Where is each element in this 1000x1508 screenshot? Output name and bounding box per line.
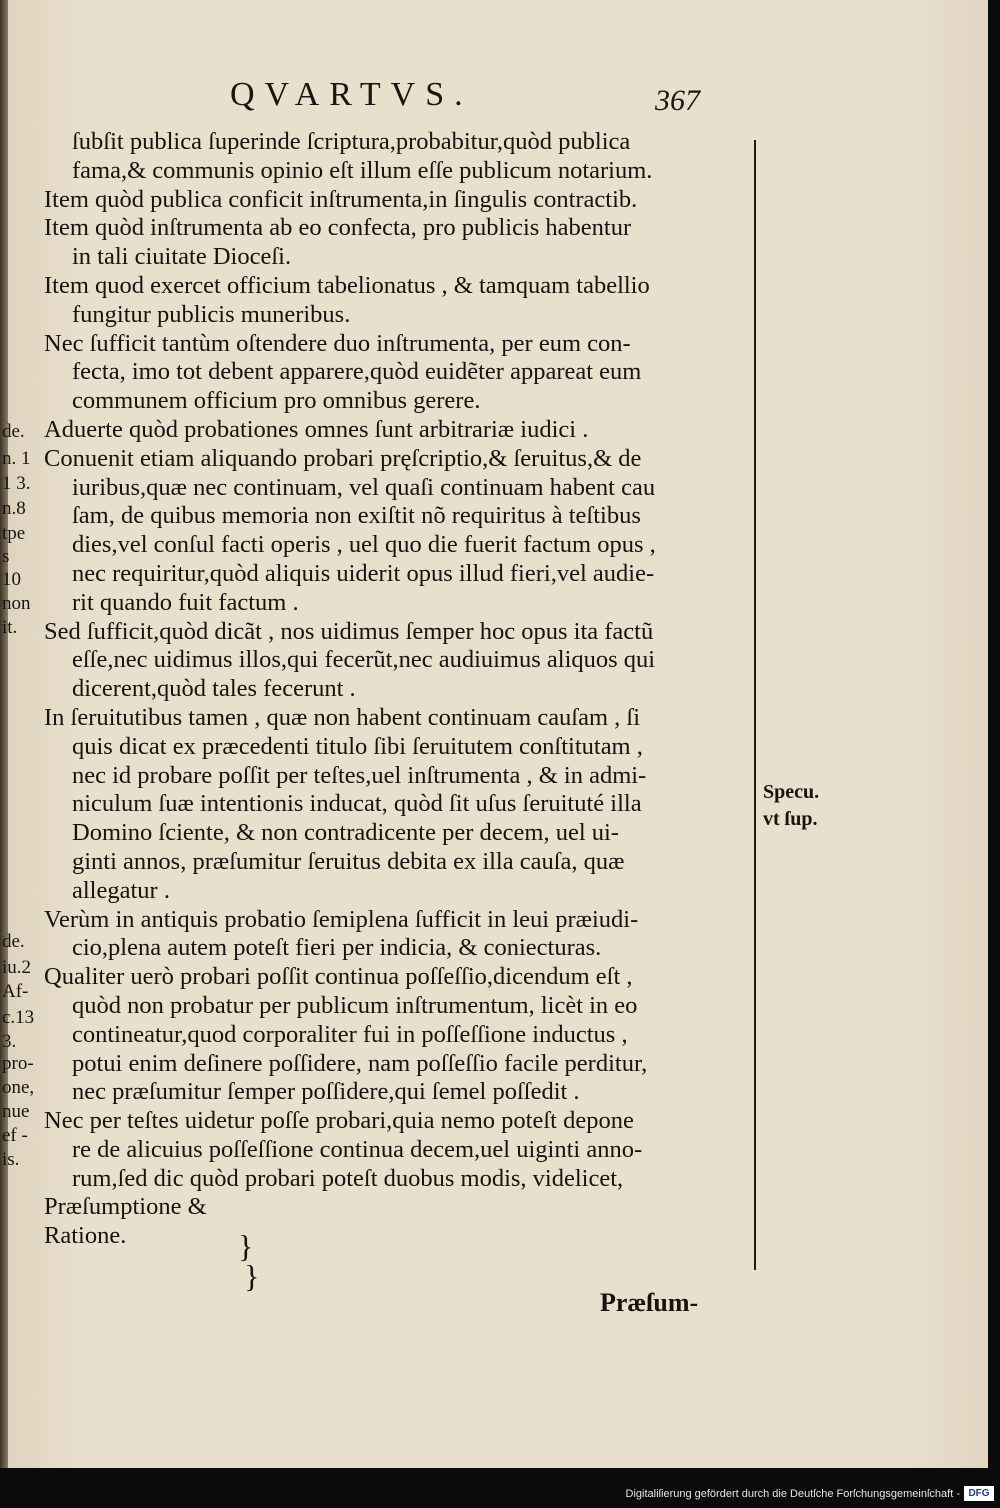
- text-line: nec præſumitur ſemper poſſidere,qui ſemel poſſedit .: [72, 1078, 580, 1106]
- text-line: Præſumptione &: [44, 1193, 207, 1221]
- text-line: Qualiter uerò probari poſſit continua poſſeſſio,dicendum eſt ,: [44, 963, 633, 991]
- left-margin-note: 10: [2, 569, 21, 590]
- left-margin-note: tpe: [2, 523, 26, 544]
- left-margin-note: is.: [2, 1149, 20, 1170]
- text-line: fama,& communis opinio eſt illum eſſe publicum notarium.: [72, 156, 653, 184]
- text-line: eſſe,nec uidimus illos,qui fecerũt,nec audiuimus aliquos qui: [72, 646, 656, 674]
- brace: }: [238, 1228, 254, 1264]
- left-margin-note: de.: [2, 931, 25, 952]
- brace: }: [244, 1258, 260, 1294]
- text-line: dies,vel conſul facti operis , uel quo die fuerit factum opus ,: [72, 531, 656, 559]
- text-line: rit quando fuit factum .: [72, 588, 299, 616]
- text-line: Domino ſciente, & non contradicente per decem, uel ui-: [72, 819, 619, 847]
- text-line: Ratione.: [44, 1222, 127, 1250]
- text-line: rum,ſed dic quòd probari poteſt duobus modis, videlicet,: [72, 1164, 624, 1192]
- text-line: potui enim deſinere poſſidere, nam poſſeſſio facile perditur,: [72, 1049, 648, 1077]
- text-line: in tali ciuitate Dioceſi.: [72, 243, 292, 271]
- right-margin-note: [763, 779, 853, 833]
- dfg-logo: DFG: [964, 1486, 994, 1501]
- text-line: Aduerte quòd probationes omnes ſunt arbitrariæ iudici .: [44, 415, 589, 443]
- text-line: re de alicuius poſſeſſione continua decem,uel uiginti anno-: [72, 1135, 643, 1163]
- text-line: quòd non probatur per publicum inſtrumentum, licèt in eo: [72, 991, 638, 1019]
- catchword: Præſum-: [600, 1288, 699, 1317]
- running-head: QVARTVS.: [230, 76, 473, 113]
- left-margin-note: s: [2, 546, 10, 567]
- text-line: ſam, de quibus memoria non exiſtit nõ requiritus à teſtibus: [72, 502, 641, 530]
- left-margin-note: c.13: [2, 1007, 35, 1028]
- left-margin-note: iu.2: [2, 957, 32, 978]
- left-margin-note: Af-: [2, 981, 29, 1002]
- left-margin-note: it.: [2, 617, 18, 638]
- text-line: contineatur,quod corporaliter fui in poſſeſſione inductus ,: [72, 1020, 628, 1048]
- left-margin-note: pro-: [2, 1053, 34, 1074]
- page-gutter-shadow: [0, 0, 8, 1468]
- text-line: iuribus,quæ nec continuam, vel quaſi continuam habent cau: [72, 473, 656, 501]
- text-line: Nec ſufficit tantùm oſtendere duo inſtrumenta, per eum con-: [44, 329, 631, 357]
- text-line: cio,plena autem poteſt fieri per indicia, & coniecturas.: [72, 934, 602, 962]
- text-line: fungitur publicis muneribus.: [72, 300, 351, 328]
- left-margin-note: non: [2, 593, 31, 614]
- margin-note-line: vt ſup.: [763, 808, 818, 830]
- left-margin-note: one,: [2, 1077, 35, 1098]
- text-line: Sed ſufficit,quòd dicãt , nos uidimus ſemper hoc opus ita factũ: [44, 617, 654, 645]
- text-line: nec requiritur,quòd aliquis uiderit opus illud fieri,vel audie-: [72, 559, 655, 587]
- margin-rule: [754, 140, 770, 1270]
- left-margin-note: 1 3.: [2, 473, 31, 494]
- text-line: Verùm in antiquis probatio ſemiplena ſufficit in leui præiudi-: [44, 905, 639, 933]
- text-line: Item quòd inſtrumenta ab eo confecta, pro publicis habentur: [44, 214, 632, 242]
- text-line: ginti annos, præſumitur ſeruitus debita ex illa cauſa, quæ: [72, 847, 625, 875]
- text-line: fecta, imo tot debent apparere,quòd euidẽter appareat eum: [72, 358, 642, 386]
- text-line: allegatur .: [72, 876, 170, 904]
- left-margin-note: nue: [2, 1101, 30, 1122]
- left-margin-note: n.8: [2, 498, 26, 519]
- text-line: Item quòd publica conficit inſtrumenta,in ſingulis contractib.: [44, 185, 638, 213]
- text-line: In ſeruitutibus tamen , quæ non habent continuam cauſam , ſi: [44, 703, 641, 731]
- left-margin-note: ef -: [2, 1125, 28, 1146]
- left-margin-note: n. 1: [2, 448, 31, 469]
- text-line: ſubſit publica ſuperinde ſcriptura,probabitur,quòd publica: [72, 128, 631, 155]
- text-line: niculum ſuæ intentionis inducat, quòd ſit uſus ſeruituté illa: [72, 790, 642, 818]
- text-line: Item quod exercet officium tabelionatus , & tamquam tabellio: [44, 271, 650, 299]
- left-margin-note: de.: [2, 421, 25, 442]
- text-line: communem officium pro omnibus gerere.: [72, 387, 481, 415]
- text-line: nec id probare poſſit per teſtes,uel inſtrumenta , & in admi-: [72, 761, 647, 789]
- footer-credit: Digitaliſierung gefördert durch die Deutſche Forſchungsgemeinſchaft -: [625, 1488, 960, 1500]
- margin-note-line: Specu.: [763, 781, 820, 803]
- text-line: Nec per teſtes uidetur poſſe probari,quia nemo poteſt depone: [44, 1107, 634, 1135]
- page-number: 367: [655, 84, 700, 117]
- left-margin-note: 3.: [2, 1031, 17, 1052]
- text-line: Conuenit etiam aliquando probari pręſcriptio,& ſeruitus,& de: [44, 444, 642, 472]
- body-text: [44, 128, 744, 1251]
- text-line: quis dicat ex præcedenti titulo ſibi ſeruitutem conſtitutam ,: [72, 732, 643, 760]
- text-line: dicerent,quòd tales fecerunt .: [72, 675, 356, 703]
